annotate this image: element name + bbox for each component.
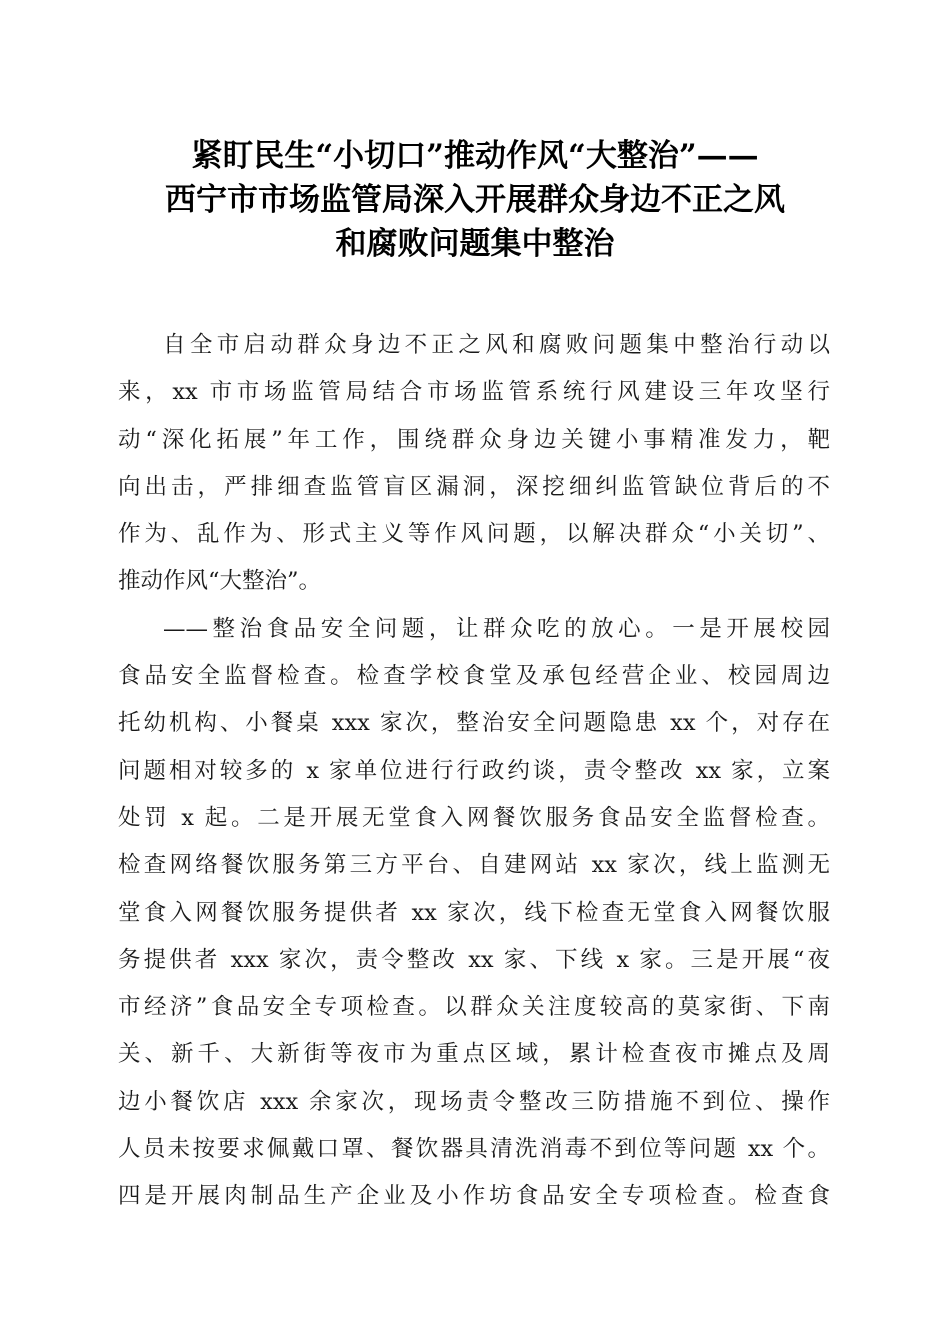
body-line: 托幼机构、小餐桌 xxx 家次，整治安全问题隐患 xx 个，对存在: [118, 710, 830, 737]
body-line: 市经济”食品安全专项检查。以群众关注度较高的莫家街、下南: [118, 994, 830, 1021]
body-line: 人员未按要求佩戴口罩、餐饮器具清洗消毒不到位等问题 xx 个。: [118, 1136, 830, 1163]
body-line: 检查网络餐饮服务第三方平台、自建网站 xx 家次，线上监测无: [118, 852, 830, 879]
body-line: 作为、乱作为、形式主义等作风问题，以解决群众“小关切”、: [118, 521, 830, 548]
title-line: 和腐败问题集中整治: [335, 226, 615, 262]
body-line: 动“深化拓展”年工作，围绕群众身边关键小事精准发力，靶: [118, 426, 830, 453]
title-line: 紧盯民生“小切口”推动作风“大整治”——: [191, 138, 759, 174]
body-line: 堂食入网餐饮服务提供者 xx 家次，线下检查无堂食入网餐饮服: [118, 899, 830, 926]
body-line: ——整治食品安全问题，让群众吃的放心。一是开展校园: [163, 615, 830, 642]
document-body: [118, 322, 830, 1221]
body-line: 处罚 x 起。二是开展无堂食入网餐饮服务食品安全监督检查。: [118, 804, 830, 831]
body-line: 自全市启动群众身边不正之风和腐败问题集中整治行动以: [163, 332, 830, 358]
body-line: 关、新千、大新街等夜市为重点区域，累计检查夜市摊点及周: [118, 1041, 830, 1068]
document-title: [110, 134, 840, 266]
body-line: 四是开展肉制品生产企业及小作坊食品安全专项检查。检查食: [118, 1183, 830, 1210]
body-line: 向出击，严排细查监管盲区漏洞，深挖细纠监管缺位背后的不: [118, 473, 830, 500]
body-line: 问题相对较多的 x 家单位进行行政约谈，责令整改 xx 家，立案: [118, 757, 830, 784]
body-line: 务提供者 xxx 家次，责令整改 xx 家、下线 x 家。三是开展“夜: [118, 946, 830, 973]
title-line: 西宁市市场监管局深入开展群众身边不正之风: [165, 182, 785, 218]
body-line: 来，xx 市市场监管局结合市场监管系统行风建设三年攻坚行: [118, 379, 830, 406]
body-line: 食品安全监督检查。检查学校食堂及承包经营企业、校园周边: [118, 663, 830, 690]
body-line: 边小餐饮店 xxx 余家次，现场责令整改三防措施不到位、操作: [118, 1088, 830, 1115]
body-line: 推动作风“大整治”。: [118, 568, 322, 595]
